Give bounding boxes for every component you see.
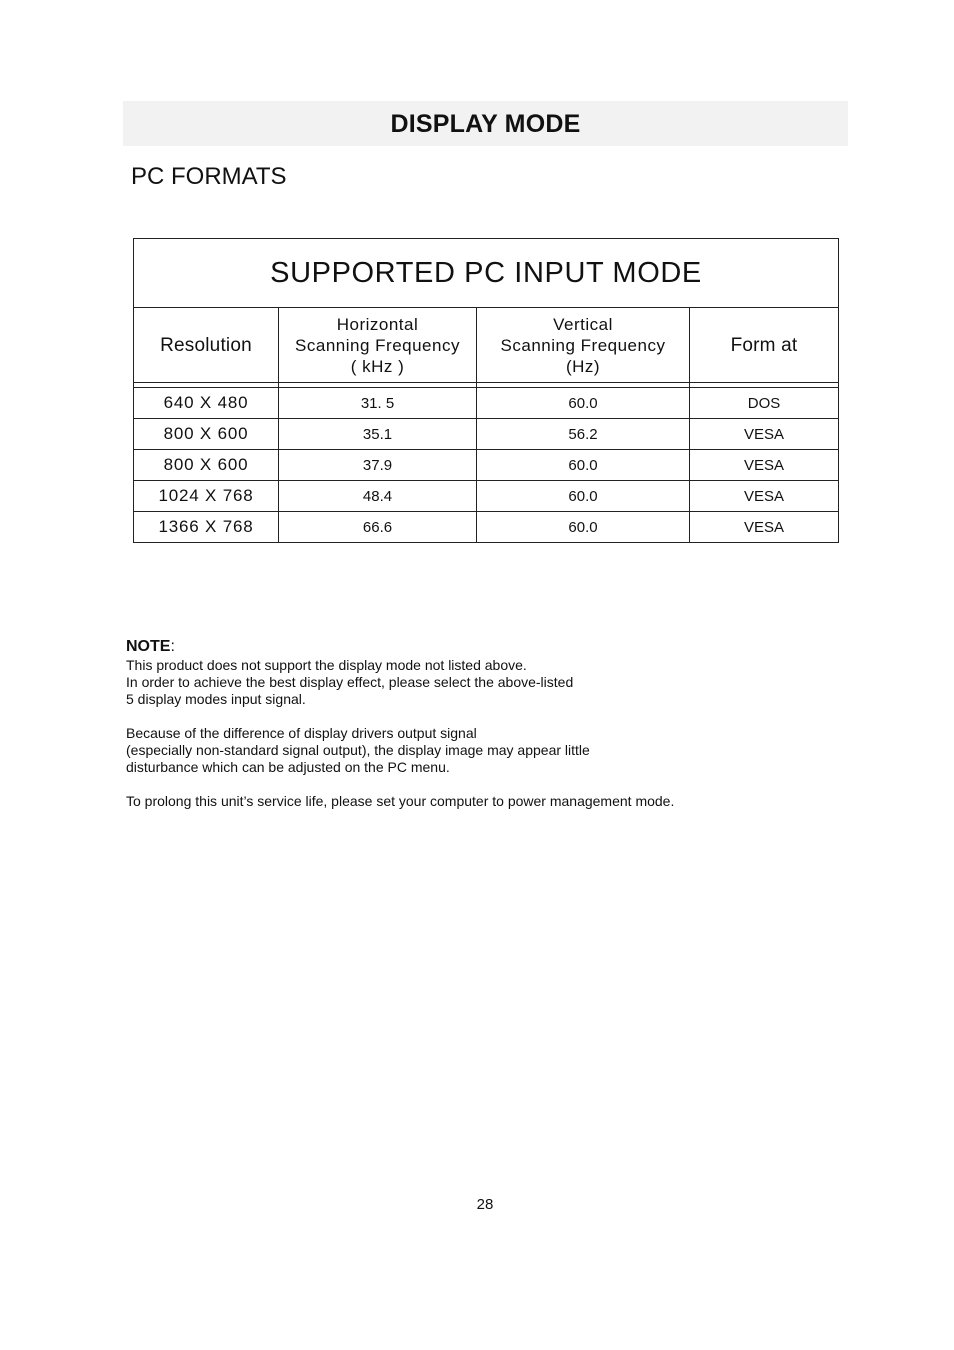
cell-resolution: 640 X 480 (134, 388, 279, 419)
cell-horizontal: 48.4 (279, 481, 477, 512)
table-row (134, 481, 839, 512)
header-line: Vertical (553, 314, 613, 334)
header-line: Horizontal (336, 314, 419, 334)
note-line: This product does not support the display mode not listed above. (126, 657, 527, 673)
page-number: 28 (476, 1196, 494, 1213)
cell-format: DOS (690, 388, 839, 419)
cell-vertical: 60.0 (477, 481, 690, 512)
note-line: In order to achieve the best display effect, please select the above-listed (126, 674, 574, 690)
note-line: To prolong this unit’s service life, please set your computer to power management mode. (126, 793, 675, 809)
cell-horizontal: 31. 5 (279, 388, 477, 419)
column-header-horizontal (279, 308, 477, 383)
note-label-text: NOTE (126, 638, 171, 655)
cell-resolution: 1366 X 768 (134, 512, 279, 543)
cell-vertical: 60.0 (477, 450, 690, 481)
cell-horizontal: 35.1 (279, 419, 477, 450)
column-header-vertical (477, 308, 690, 383)
note-label (126, 638, 846, 655)
pc-input-mode-table (133, 238, 839, 543)
cell-format: VESA (690, 481, 839, 512)
note-line: 5 display modes input signal. (126, 691, 306, 707)
note-block (126, 638, 846, 810)
note-line: disturbance which can be adjusted on the PC menu. (126, 759, 450, 775)
cell-horizontal: 66.6 (279, 512, 477, 543)
note-colon: : (170, 638, 175, 655)
header-bar (123, 101, 848, 146)
header-line: Scanning Frequency (500, 335, 666, 355)
header-line: ( kHz ) (350, 356, 405, 376)
table-row (134, 388, 839, 419)
section-title: PC FORMATS (131, 163, 287, 190)
cell-vertical: 60.0 (477, 512, 690, 543)
cell-horizontal: 37.9 (279, 450, 477, 481)
table-row (134, 512, 839, 543)
column-header-resolution: Resolution (134, 308, 279, 383)
cell-resolution: 800 X 600 (134, 450, 279, 481)
table-title: SUPPORTED PC INPUT MODE (134, 239, 839, 308)
note-line: (especially non-standard signal output), the display image may appear little (126, 742, 590, 758)
header-line: Scanning Frequency (295, 335, 460, 355)
cell-vertical: 56.2 (477, 419, 690, 450)
cell-format: VESA (690, 512, 839, 543)
cell-resolution: 1024 X 768 (134, 481, 279, 512)
header-line: (Hz) (565, 356, 601, 376)
cell-vertical: 60.0 (477, 388, 690, 419)
cell-format: VESA (690, 450, 839, 481)
table-row (134, 450, 839, 481)
cell-format: VESA (690, 419, 839, 450)
cell-resolution: 800 X 600 (134, 419, 279, 450)
note-line: Because of the difference of display drivers output signal (126, 725, 477, 741)
table-row (134, 419, 839, 450)
page-title: DISPLAY MODE (390, 110, 581, 138)
column-header-format: Form at (690, 308, 839, 383)
